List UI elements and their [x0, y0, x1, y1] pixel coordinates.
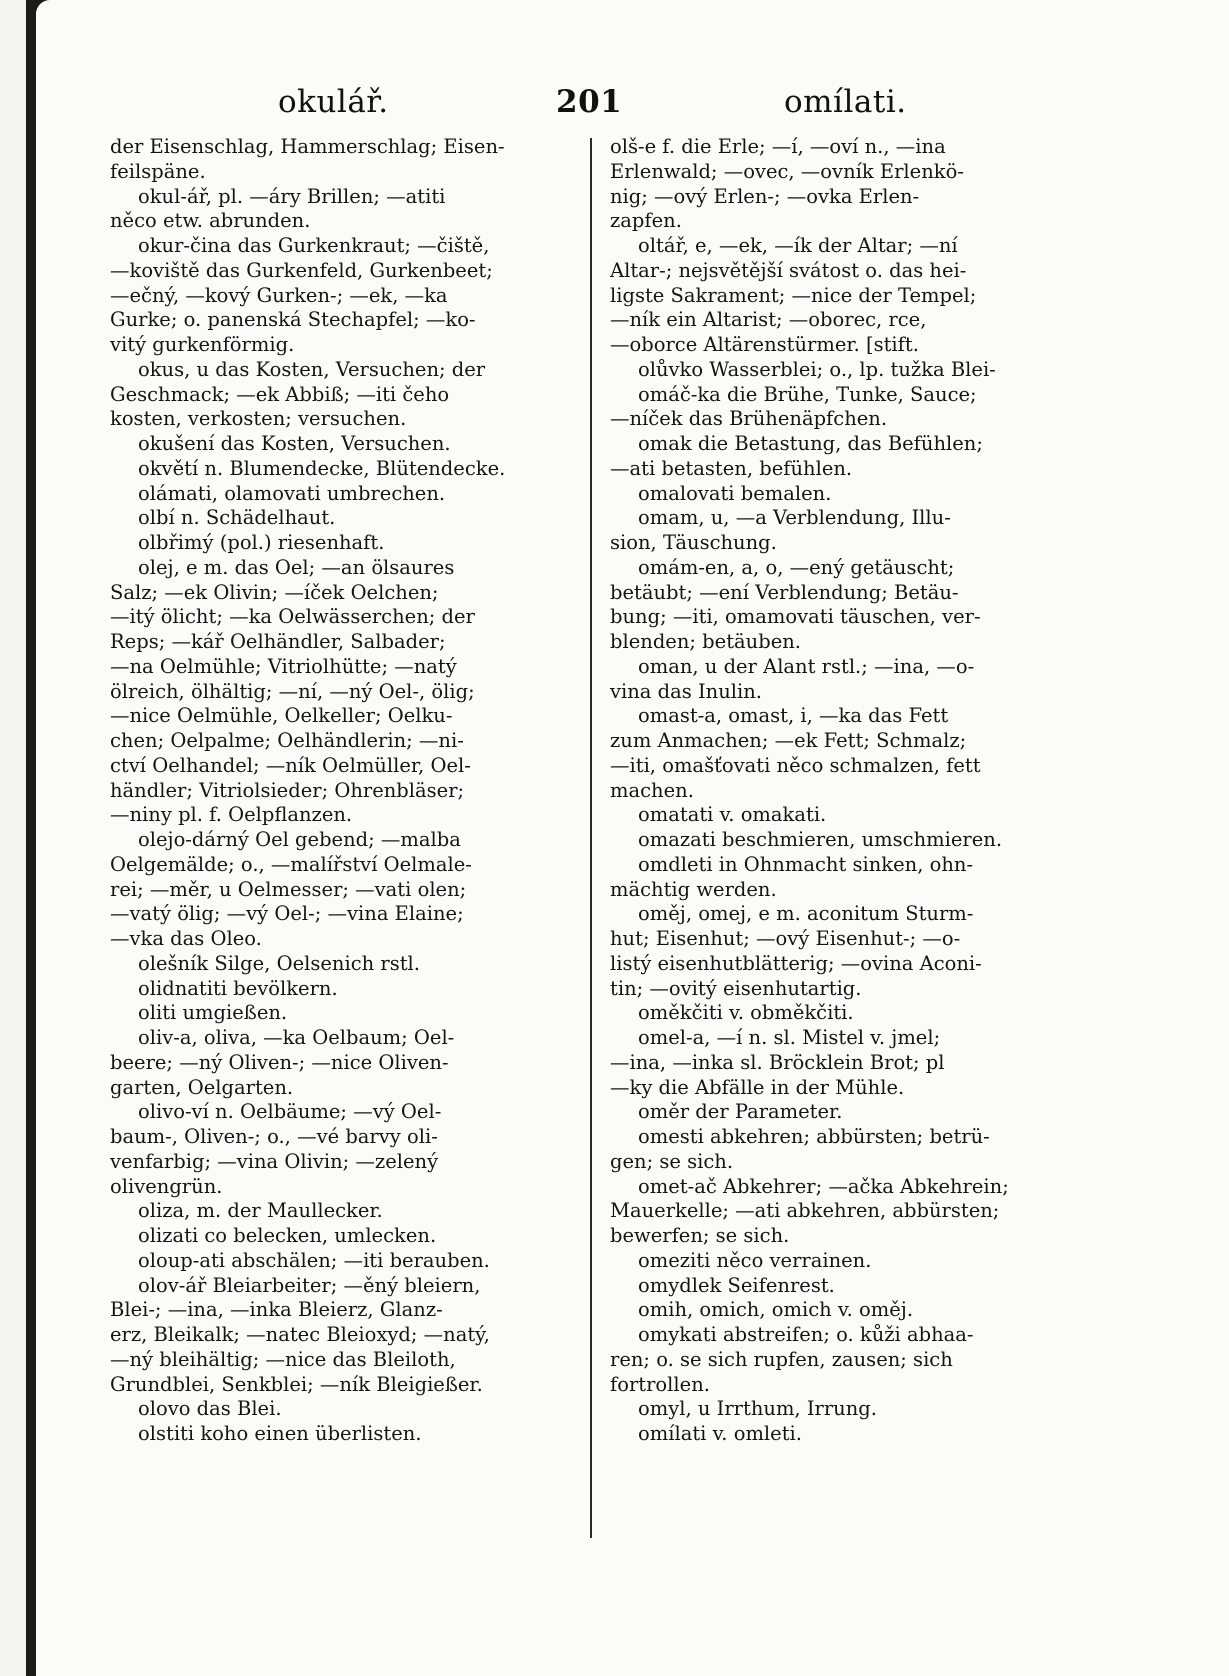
entry-line: vina das Inulin.	[610, 679, 763, 703]
entry-line: —nice Oelmühle, Oelkeller; Oelku-	[110, 704, 453, 728]
entry-line: —níček das Brühenäpfchen.	[610, 407, 888, 431]
entry-line: kosten, verkosten; versuchen.	[110, 407, 407, 431]
entry-line: olivengrün.	[110, 1174, 223, 1198]
entry-line: —oborce Altärenstürmer. [stift.	[610, 333, 919, 356]
entry-line: ctví Oelhandel; —ník Oelmüller, Oel-	[110, 753, 471, 777]
entry-line: omeziti něco verrainen.	[638, 1248, 872, 1272]
entry-line: okul-ář, pl. —áry Brillen; —atiti	[138, 184, 446, 208]
entry-line: Altar-; nejsvětější svátost o. das hei-	[610, 258, 967, 282]
entry-line: oměr der Parameter.	[638, 1100, 843, 1124]
entry-line: něco etw. abrunden.	[110, 209, 311, 233]
entry-line: feilspäne.	[110, 159, 206, 183]
header-first-word: okulář.	[278, 84, 389, 120]
header-last-word: omílati.	[784, 84, 907, 120]
entry-line: olešník Silge, Oelsenich rstl.	[138, 951, 420, 975]
entry-line: ligste Sakrament; —nice der Tempel;	[610, 283, 977, 307]
entry-line: —koviště das Gurkenfeld, Gurkenbeet;	[110, 258, 493, 282]
column-divider	[590, 138, 592, 1538]
entry-line: omam, u, —a Verblendung, Illu-	[638, 506, 951, 530]
entry-line: omalovati bemalen.	[638, 481, 832, 505]
entry-line: olizati co belecken, umlecken.	[138, 1224, 437, 1247]
entry-line: Reps; —kář Oelhändler, Salbader;	[110, 630, 446, 653]
entry-line: oloup-ati abschälen; —iti berauben.	[138, 1248, 490, 1272]
entry-line: händler; Vitriolsieder; Ohrenbläser;	[110, 778, 465, 802]
entry-line: olivo-ví n. Oelbäume; —vý Oel-	[138, 1100, 442, 1124]
entry-line: chen; Oelpalme; Oelhändlerin; —ni-	[110, 729, 464, 752]
entry-line: oman, u der Alant rstl.; —ina, —o-	[638, 654, 975, 678]
entry-line: omykati abstreifen; o. kůži abhaa-	[638, 1323, 974, 1346]
entry-line: zum Anmachen; —ek Fett; Schmalz;	[610, 729, 967, 752]
entry-line: —vatý ölig; —vý Oel-; —vina Elaine;	[110, 902, 464, 926]
entry-line: beere; —ný Oliven-; —nice Oliven-	[110, 1050, 449, 1074]
entry-line: omatati v. omakati.	[638, 803, 827, 827]
page-number: 201	[556, 84, 623, 120]
entry-line: —iti, omašťovati něco schmalzen, fett	[610, 753, 981, 777]
entry-line: Erlenwald; —ovec, —ovník Erlenkö-	[610, 159, 964, 183]
entry-line: garten, Oelgarten.	[110, 1075, 294, 1099]
entry-line: —ník ein Altarist; —oborec, rce,	[610, 308, 927, 332]
entry-line: —ky die Abfälle in der Mühle.	[610, 1075, 905, 1099]
entry-line: fortrollen.	[610, 1372, 710, 1396]
entry-line: Geschmack; —ek Abbiß; —iti čeho	[110, 382, 450, 406]
entry-line: omazati beschmieren, umschmieren.	[638, 828, 1003, 851]
entry-line: okus, u das Kosten, Versuchen; der	[138, 357, 486, 381]
entry-line: —na Oelmühle; Vitriolhütte; —natý	[110, 654, 457, 678]
entry-line: omílati v. omleti.	[638, 1422, 802, 1445]
entry-line: der Eisenschlag, Hammerschlag; Eisen-	[110, 135, 505, 158]
entry-line: baum-, Oliven-; o., —vé barvy oli-	[110, 1125, 438, 1148]
entry-line: oměkčiti v. obměkčiti.	[638, 1001, 854, 1025]
entry-line: —itý ölicht; —ka Oelwässerchen; der	[110, 605, 475, 629]
entry-line: oltář, e, —ek, —ík der Altar; —ní	[638, 234, 958, 257]
entry-line: machen.	[610, 778, 694, 802]
entry-line: olbřimý (pol.) riesenhaft.	[138, 531, 385, 554]
entry-line: oliti umgießen.	[138, 1001, 288, 1025]
entry-line: omast-a, omast, i, —ka das Fett	[638, 704, 949, 728]
entry-line: —ina, —inka sl. Bröcklein Brot; pl	[610, 1050, 945, 1074]
entry-line: —ati betasten, befühlen.	[610, 456, 853, 480]
entry-line: omám-en, a, o, —ený getäuscht;	[638, 555, 955, 579]
entry-line: Mauerkelle; —ati abkehren, abbürsten;	[610, 1199, 1000, 1223]
entry-line: olovo das Blei.	[138, 1397, 282, 1421]
entry-line: oliza, m. der Maullecker.	[138, 1199, 383, 1223]
entry-line: erz, Bleikalk; —natec Bleioxyd; —natý,	[110, 1323, 490, 1346]
entry-line: bewerfen; se sich.	[610, 1224, 790, 1247]
entry-line: omydlek Seifenrest.	[638, 1273, 835, 1297]
entry-line: tin; —ovitý eisenhutartig.	[610, 976, 862, 1000]
left-column	[110, 135, 575, 1447]
entry-line: —niny pl. f. Oelpflanzen.	[110, 803, 353, 827]
entry-line: bung; —iti, omamovati täuschen, ver-	[610, 605, 981, 629]
right-column	[610, 135, 1075, 1447]
entry-line: Blei-; —ina, —inka Bleierz, Glanz-	[110, 1298, 443, 1322]
entry-line: olbí n. Schädelhaut.	[138, 506, 336, 530]
entry-line: zapfen.	[610, 209, 682, 233]
entry-line: olámati, olamovati umbrechen.	[138, 481, 446, 505]
entry-line: olš-e f. die Erle; —í, —oví n., —ina	[610, 135, 946, 158]
entry-line: omesti abkehren; abbürsten; betrü-	[638, 1125, 990, 1148]
entry-line: listý eisenhutblätterig; —ovina Aconi-	[610, 951, 982, 975]
entry-line: vitý gurkenförmig.	[110, 333, 295, 356]
entry-line: okur-čina das Gurkenkraut; —čiště,	[138, 234, 490, 257]
entry-line: olůvko Wasserblei; o., lp. tužka Blei-	[638, 357, 996, 381]
entry-line: olstiti koho einen überlisten.	[138, 1422, 422, 1445]
facing-page-edge	[0, 0, 26, 1676]
entry-line: omáč-ka die Brühe, Tunke, Sauce;	[638, 382, 977, 406]
entry-line: olejo-dárný Oel gebend; —malba	[138, 828, 461, 851]
entry-line: omyl, u Irrthum, Irrung.	[638, 1397, 877, 1421]
entry-line: rei; —měr, u Oelmesser; —vati olen;	[110, 877, 467, 901]
entry-line: olov-ář Bleiarbeiter; —ěný bleiern,	[138, 1273, 481, 1297]
entry-line: Grundblei, Senkblei; —ník Bleigießer.	[110, 1372, 483, 1396]
entry-line: omak die Betastung, das Befühlen;	[638, 432, 983, 455]
entry-line: Oelgemälde; o., —malířství Oelmale-	[110, 852, 472, 876]
entry-line: —ečný, —kový Gurken-; —ek, —ka	[110, 283, 448, 307]
entry-line: —ný bleihältig; —nice das Bleiloth,	[110, 1347, 456, 1371]
entry-line: mächtig werden.	[610, 877, 777, 901]
entry-line: nig; —ový Erlen-; —ovka Erlen-	[610, 184, 920, 208]
entry-line: omet-ač Abkehrer; —ačka Abkehrein;	[638, 1174, 1009, 1198]
entry-line: venfarbig; —vina Olivin; —zelený	[110, 1149, 439, 1173]
entry-line: —vka das Oleo.	[110, 927, 262, 950]
entry-line: gen; se sich.	[610, 1149, 734, 1173]
entry-line: Gurke; o. panenská Stechapfel; —ko-	[110, 308, 476, 332]
entry-line: omih, omich, omich v. oměj.	[638, 1298, 914, 1322]
entry-line: ölreich, ölhältig; —ní, —ný Oel-, ölig;	[110, 679, 475, 703]
entry-line: olidnatiti bevölkern.	[138, 976, 338, 1000]
entry-line: oliv-a, oliva, —ka Oelbaum; Oel-	[138, 1026, 455, 1049]
entry-line: omel-a, —í n. sl. Mistel v. jmel;	[638, 1026, 941, 1049]
entry-line: blenden; betäuben.	[610, 630, 801, 653]
entry-line: okušení das Kosten, Versuchen.	[138, 432, 451, 455]
entry-line: ren; o. se sich rupfen, zausen; sich	[610, 1347, 953, 1371]
entry-line: betäubt; —ení Verblendung; Betäu-	[610, 580, 959, 604]
entry-line: hut; Eisenhut; —ový Eisenhut-; —o-	[610, 927, 961, 950]
entry-line: oměj, omej, e m. aconitum Sturm-	[638, 902, 974, 926]
entry-line: olej, e m. das Oel; —an ölsaures	[138, 555, 455, 579]
entry-line: okvětí n. Blumendecke, Blütendecke.	[138, 456, 506, 480]
entry-line: omdleti in Ohnmacht sinken, ohn-	[638, 852, 974, 876]
entry-line: sion, Täuschung.	[610, 531, 777, 554]
entry-line: Salz; —ek Olivin; —íček Oelchen;	[110, 580, 439, 604]
